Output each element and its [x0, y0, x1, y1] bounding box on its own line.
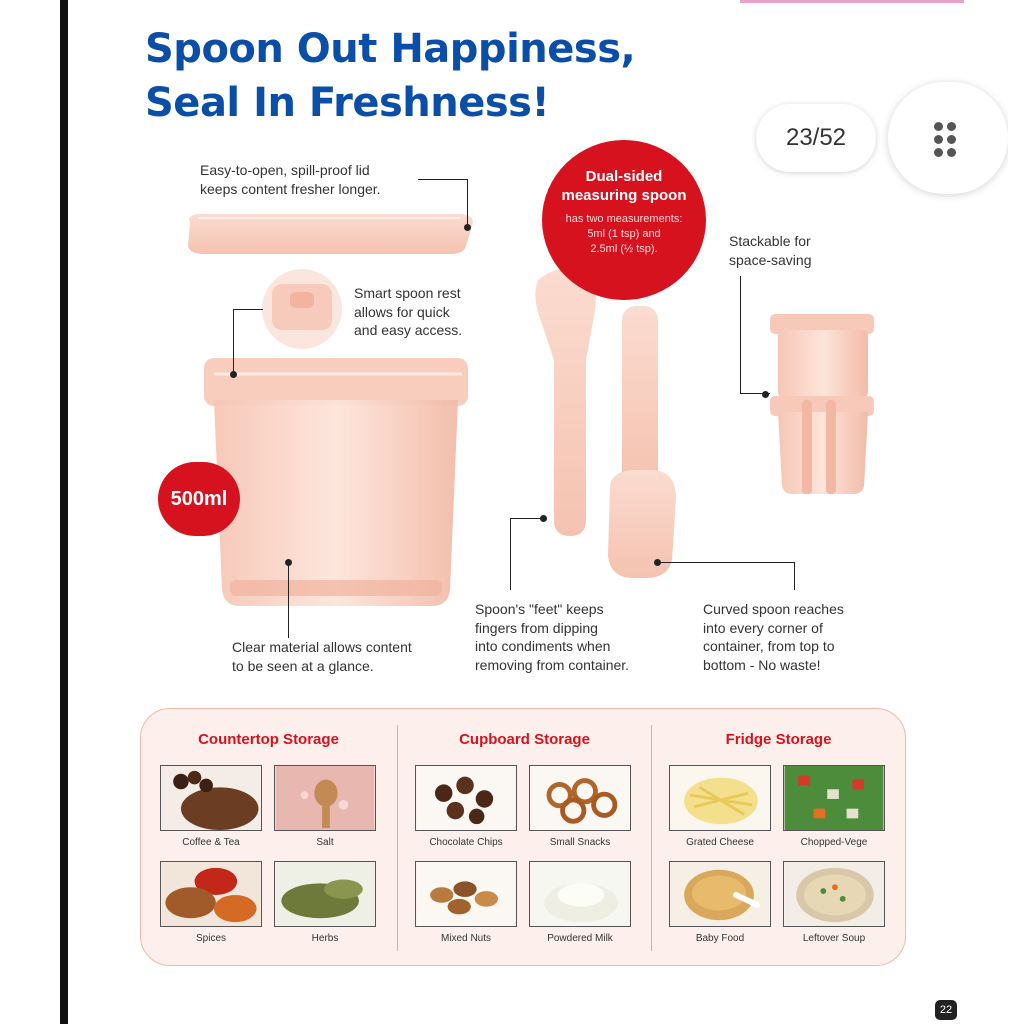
thumb-chopped-vege	[783, 765, 885, 831]
badge-desc-line: 2.5ml (½ tsp).	[590, 243, 658, 255]
clear-callout-line	[288, 562, 289, 638]
thumb-caption: Spices	[195, 933, 226, 944]
panel-divider	[651, 725, 652, 951]
container-image	[204, 358, 468, 606]
feet-annotation	[475, 600, 629, 674]
thumb-caption: Chocolate Chips	[429, 837, 503, 848]
spoon-rest-annotation-line: and easy access.	[354, 322, 463, 338]
feet-annotation-line: removing from container.	[475, 656, 630, 673]
grid-view-button[interactable]	[888, 82, 1008, 194]
lid-callout-line	[418, 179, 468, 227]
spoon-rest-image	[262, 269, 342, 349]
storage-category-title: Countertop Storage	[198, 731, 339, 748]
page-indicator: 23/52	[756, 104, 876, 172]
capacity-badge: 500ml	[158, 462, 240, 536]
badge-desc-line: has two measurements:	[565, 213, 683, 225]
thumb-caption: Coffee & Tea	[182, 837, 240, 848]
badge-title-line: Dual-sided	[585, 168, 663, 185]
stacked-containers-image	[770, 314, 874, 494]
clear-annotation-line: to be seen at a glance.	[232, 657, 374, 674]
curved-annotation	[703, 600, 844, 674]
lid-annotation-line: Easy-to-open, spill-proof lid	[200, 162, 370, 178]
stack-callout-dot	[762, 391, 769, 398]
title-line-2: Seal In Freshness!	[145, 80, 550, 126]
thumb-mixed-nuts	[415, 861, 517, 927]
thumb-caption: Grated Cheese	[686, 837, 754, 848]
measuring-spoon-badge	[542, 140, 706, 300]
thumb-chocolate-chips	[415, 765, 517, 831]
lid-annotation	[200, 161, 381, 198]
curved-callout-dot	[654, 559, 661, 566]
thumb-herbs	[274, 861, 376, 927]
curved-annotation-line: container, from top to	[703, 638, 835, 654]
badge-desc-line: 5ml (1 tsp) and	[587, 228, 661, 240]
measuring-spoon-badge-title	[542, 167, 706, 205]
clear-annotation-line: Clear material allows content	[232, 639, 412, 655]
thumb-caption: Baby Food	[695, 933, 745, 944]
clear-callout-dot	[285, 559, 292, 566]
stackable-annotation-line: space-saving	[729, 251, 812, 268]
clear-annotation	[232, 638, 412, 675]
thumb-caption: Salt	[316, 837, 334, 848]
feet-callout-dot	[540, 515, 547, 522]
curved-annotation-line: into every corner of	[703, 619, 823, 636]
thumb-caption: Herbs	[311, 933, 339, 944]
thumb-caption: Powdered Milk	[547, 933, 613, 944]
stackable-annotation	[729, 232, 812, 269]
panel-divider	[397, 725, 398, 951]
thumb-salt	[274, 765, 376, 831]
feet-annotation-line: Spoon's "feet" keeps	[475, 601, 604, 617]
thumb-grated-cheese	[669, 765, 771, 831]
right-margin	[1008, 0, 1024, 1024]
spoon-rest-annotation-line: allows for quick	[354, 303, 450, 320]
curved-callout-line	[658, 562, 795, 590]
spoon-rest-annotation	[354, 284, 462, 340]
storage-category-title: Cupboard Storage	[459, 731, 590, 748]
lid-annotation-line: keeps content fresher longer.	[200, 180, 381, 197]
title-line-1: Spoon Out Happiness,	[145, 26, 636, 72]
thumb-powdered-milk	[529, 861, 631, 927]
thumb-coffee-tea	[160, 765, 262, 831]
stackable-annotation-line: Stackable for	[729, 233, 811, 249]
stack-callout-line	[740, 276, 770, 394]
lid-callout-dot	[464, 224, 471, 231]
feet-annotation-line: fingers from dipping	[475, 619, 598, 636]
thumb-caption: Mixed Nuts	[440, 933, 491, 944]
feet-annotation-line: into condiments when	[475, 638, 611, 654]
measuring-spoon-badge-desc	[542, 212, 706, 257]
thumb-spices	[160, 861, 262, 927]
curved-annotation-line: bottom - No waste!	[703, 656, 821, 673]
rest-callout-dot	[230, 371, 237, 378]
spoon-long-image	[535, 268, 595, 536]
curved-annotation-line: Curved spoon reaches	[703, 601, 844, 617]
page-number: 22	[935, 1000, 957, 1020]
thumb-baby-food	[669, 861, 771, 927]
thumb-caption: Chopped-Vege	[800, 837, 868, 848]
thumb-caption: Leftover Soup	[802, 933, 866, 944]
spoon-rest-annotation-line: Smart spoon rest	[354, 285, 461, 301]
feet-callout-line	[510, 518, 544, 590]
thumb-leftover-soup	[783, 861, 885, 927]
storage-panel	[140, 708, 906, 966]
spoon-curved-image	[608, 306, 676, 578]
thumb-small-snacks	[529, 765, 631, 831]
badge-title-line: measuring spoon	[561, 187, 687, 204]
storage-category-title: Fridge Storage	[725, 731, 832, 748]
thumb-caption: Small Snacks	[549, 837, 611, 848]
rest-callout-line	[233, 309, 263, 375]
